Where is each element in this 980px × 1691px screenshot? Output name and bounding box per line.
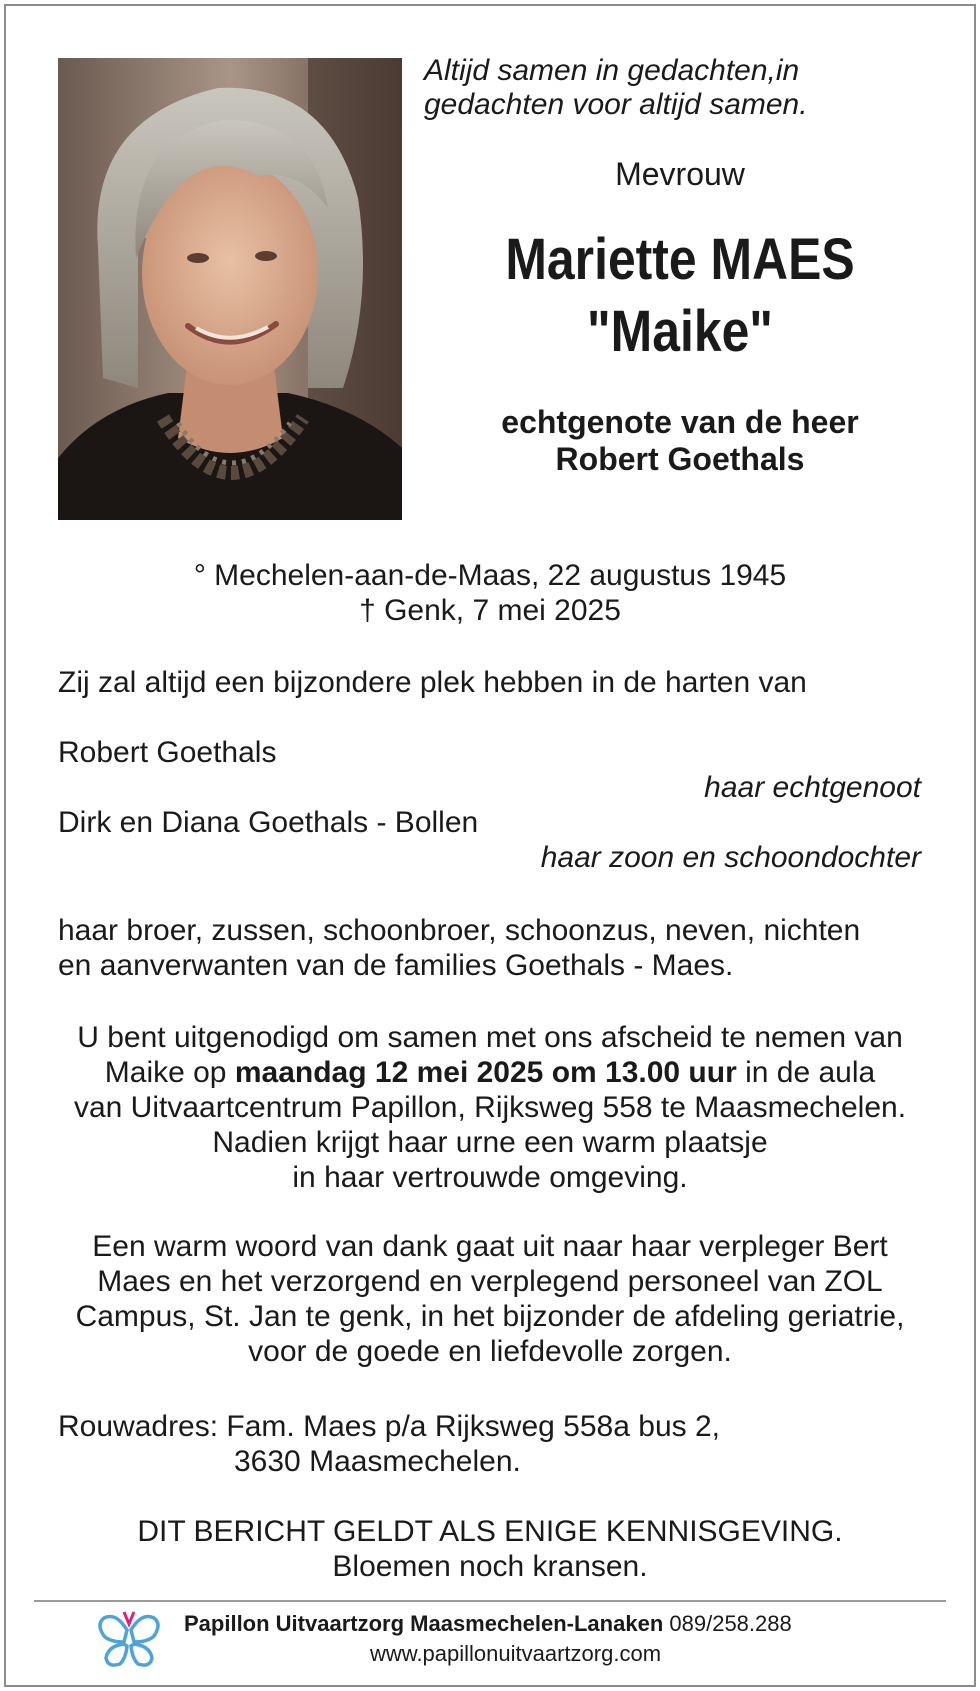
thanks-line-3: Campus, St. Jan te genk, in het bijzonder de afdeling geriatrie, [75,1300,905,1333]
portrait-photo [58,58,402,520]
spouse-block [420,404,940,478]
service-line-2-post: in de aula [736,1056,876,1089]
service-line-1: U bent uitgenodigd om samen met ons afscheid te nemen van [77,1021,903,1054]
company-website[interactable]: www.papillonuitvaartzorg.com [370,1641,662,1666]
family-member-relation: haar zoon en schoondochter [540,841,921,874]
service-text [0,1020,980,1195]
service-line-4: Nadien krijgt haar urne een warm plaatsje [212,1126,768,1159]
company-name: Papillon Uitvaartzorg Maasmechelen-Lanaken [184,1611,664,1636]
spouse-line-2: Robert Goethals [555,441,805,477]
service-line-5: in haar vertrouwde omgeving. [292,1161,688,1194]
notice-line-1: DIT BERICHT GELDT ALS ENIGE KENNISGEVING. [137,1515,843,1548]
service-line-3: van Uitvaartcentrum Papillon, Rijksweg 558 te Maasmechelen. [73,1091,907,1124]
company-phone: 089/258.288 [669,1611,792,1636]
birth-date: ° Mechelen-aan-de-Maas, 22 augustus 1945 [193,559,787,592]
deceased-name-block [456,224,903,368]
family-member-name: Dirk en Diana Goethals - Bollen [58,806,479,839]
notice-line-2: Bloemen noch kransen. [332,1550,648,1583]
service-line-2-pre: Maike op [104,1056,235,1089]
service-line-2 [0,1055,980,1090]
deceased-nickname: "Maike" [587,299,773,364]
portrait-illustration [58,58,402,520]
relatives-line-2: en aanverwanten van de families Goethals - Maes. [58,949,734,982]
address-line-2: 3630 Maasmechelen. [234,1445,521,1478]
intro-text: Zij zal altijd een bijzondere plek hebben in de harten van [58,666,807,699]
mourning-address [58,1409,720,1479]
thanks-line-2: Maes en het verzorgend en verplegend personeel van ZOL [97,1265,883,1298]
quote-line-2: gedachten voor altijd samen. [424,88,808,121]
funeral-company [184,1611,792,1637]
death-date: † Genk, 7 mei 2025 [359,594,621,627]
family-member-name: Robert Goethals [58,736,277,769]
notice-text [0,1514,980,1584]
relatives-line-1: haar broer, zussen, schoonbroer, schoonzus, neven, nichten [58,914,861,947]
address-line-1: Rouwadres: Fam. Maes p/a Rijksweg 558a bus 2, [58,1410,720,1443]
quote-line-1: Altijd samen in gedachten,in [424,54,800,87]
footer-divider [34,1600,946,1602]
thanks-line-1: Een warm woord van dank gaat uit naar haar verpleger Bert [92,1230,888,1263]
family-member-relation: haar echtgenoot [704,771,921,804]
butterfly-icon [96,1608,162,1672]
thanks-line-4: voor de goede en liefdevolle zorgen. [248,1335,732,1368]
life-dates [0,558,980,628]
relatives-text [58,913,860,983]
spouse-line-1: echtgenote van de heer [501,404,859,440]
honorific: Mevrouw [615,156,745,192]
thanks-text [0,1229,980,1369]
deceased-name: Mariette MAES [505,227,855,292]
opening-quote [424,54,808,122]
service-datetime: maandag 12 mei 2025 om 13.00 uur [234,1056,737,1089]
